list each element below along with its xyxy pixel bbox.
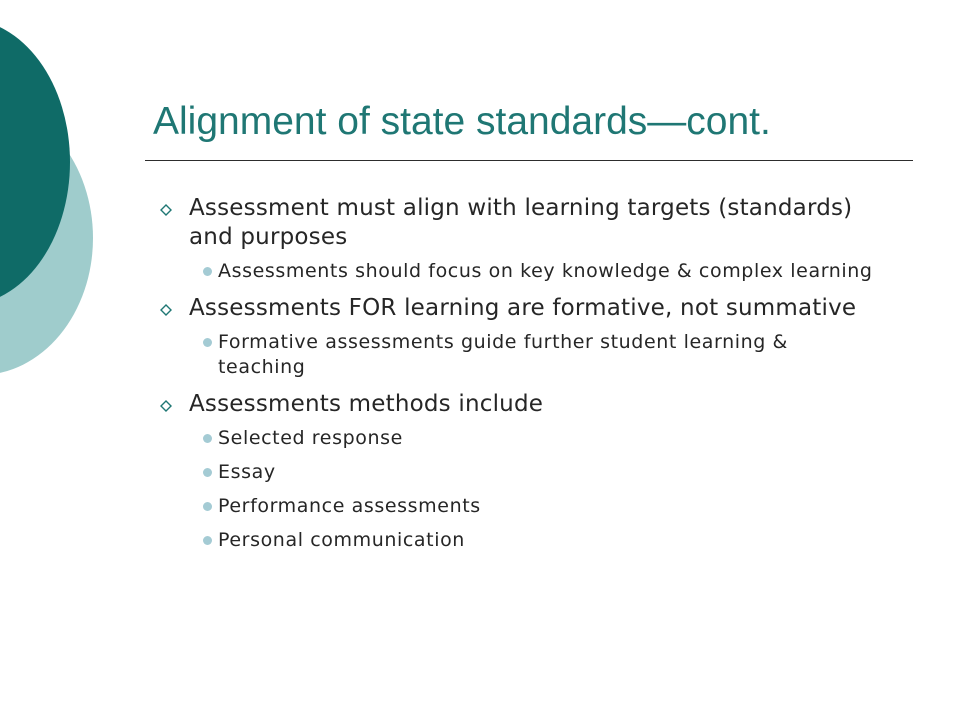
hollow-diamond-icon — [160, 400, 172, 412]
decorative-circles — [0, 0, 120, 400]
bullet-text: Assessment must align with learning targets (standards) and purposes — [189, 195, 853, 250]
sub-bullet-item — [189, 528, 880, 553]
sub-bullet-text: Formative assessments guide further student learning & teaching — [218, 331, 788, 378]
filled-circle-icon — [203, 338, 212, 347]
hollow-diamond-icon — [160, 304, 172, 316]
slide-title: Alignment of state standards—cont. — [153, 100, 771, 143]
sub-bullet-text: Personal communication — [218, 529, 465, 551]
sub-bullet-item — [189, 460, 880, 485]
bullet-item — [160, 294, 880, 380]
sub-bullet-list — [189, 426, 880, 553]
sub-bullet-text: Selected response — [218, 427, 403, 449]
filled-circle-icon — [203, 536, 212, 545]
sub-bullet-list — [189, 330, 880, 380]
bullet-list — [160, 194, 880, 553]
sub-bullet-item — [189, 494, 880, 519]
sub-bullet-item — [189, 330, 880, 380]
hollow-diamond-icon — [160, 204, 172, 216]
bullet-item — [160, 194, 880, 284]
title-divider — [145, 160, 913, 161]
sub-bullet-text: Essay — [218, 461, 276, 483]
sub-bullet-item — [189, 259, 880, 284]
filled-circle-icon — [203, 434, 212, 443]
sub-bullet-text: Assessments should focus on key knowledge & complex learning — [218, 260, 873, 282]
filled-circle-icon — [203, 267, 212, 276]
sub-bullet-list — [189, 259, 880, 284]
bullet-text: Assessments methods include — [189, 391, 544, 417]
bullet-item — [160, 390, 880, 553]
sub-bullet-text: Performance assessments — [218, 495, 481, 517]
filled-circle-icon — [203, 502, 212, 511]
filled-circle-icon — [203, 468, 212, 477]
sub-bullet-item — [189, 426, 880, 451]
bullet-text: Assessments FOR learning are formative, not summative — [189, 295, 857, 321]
